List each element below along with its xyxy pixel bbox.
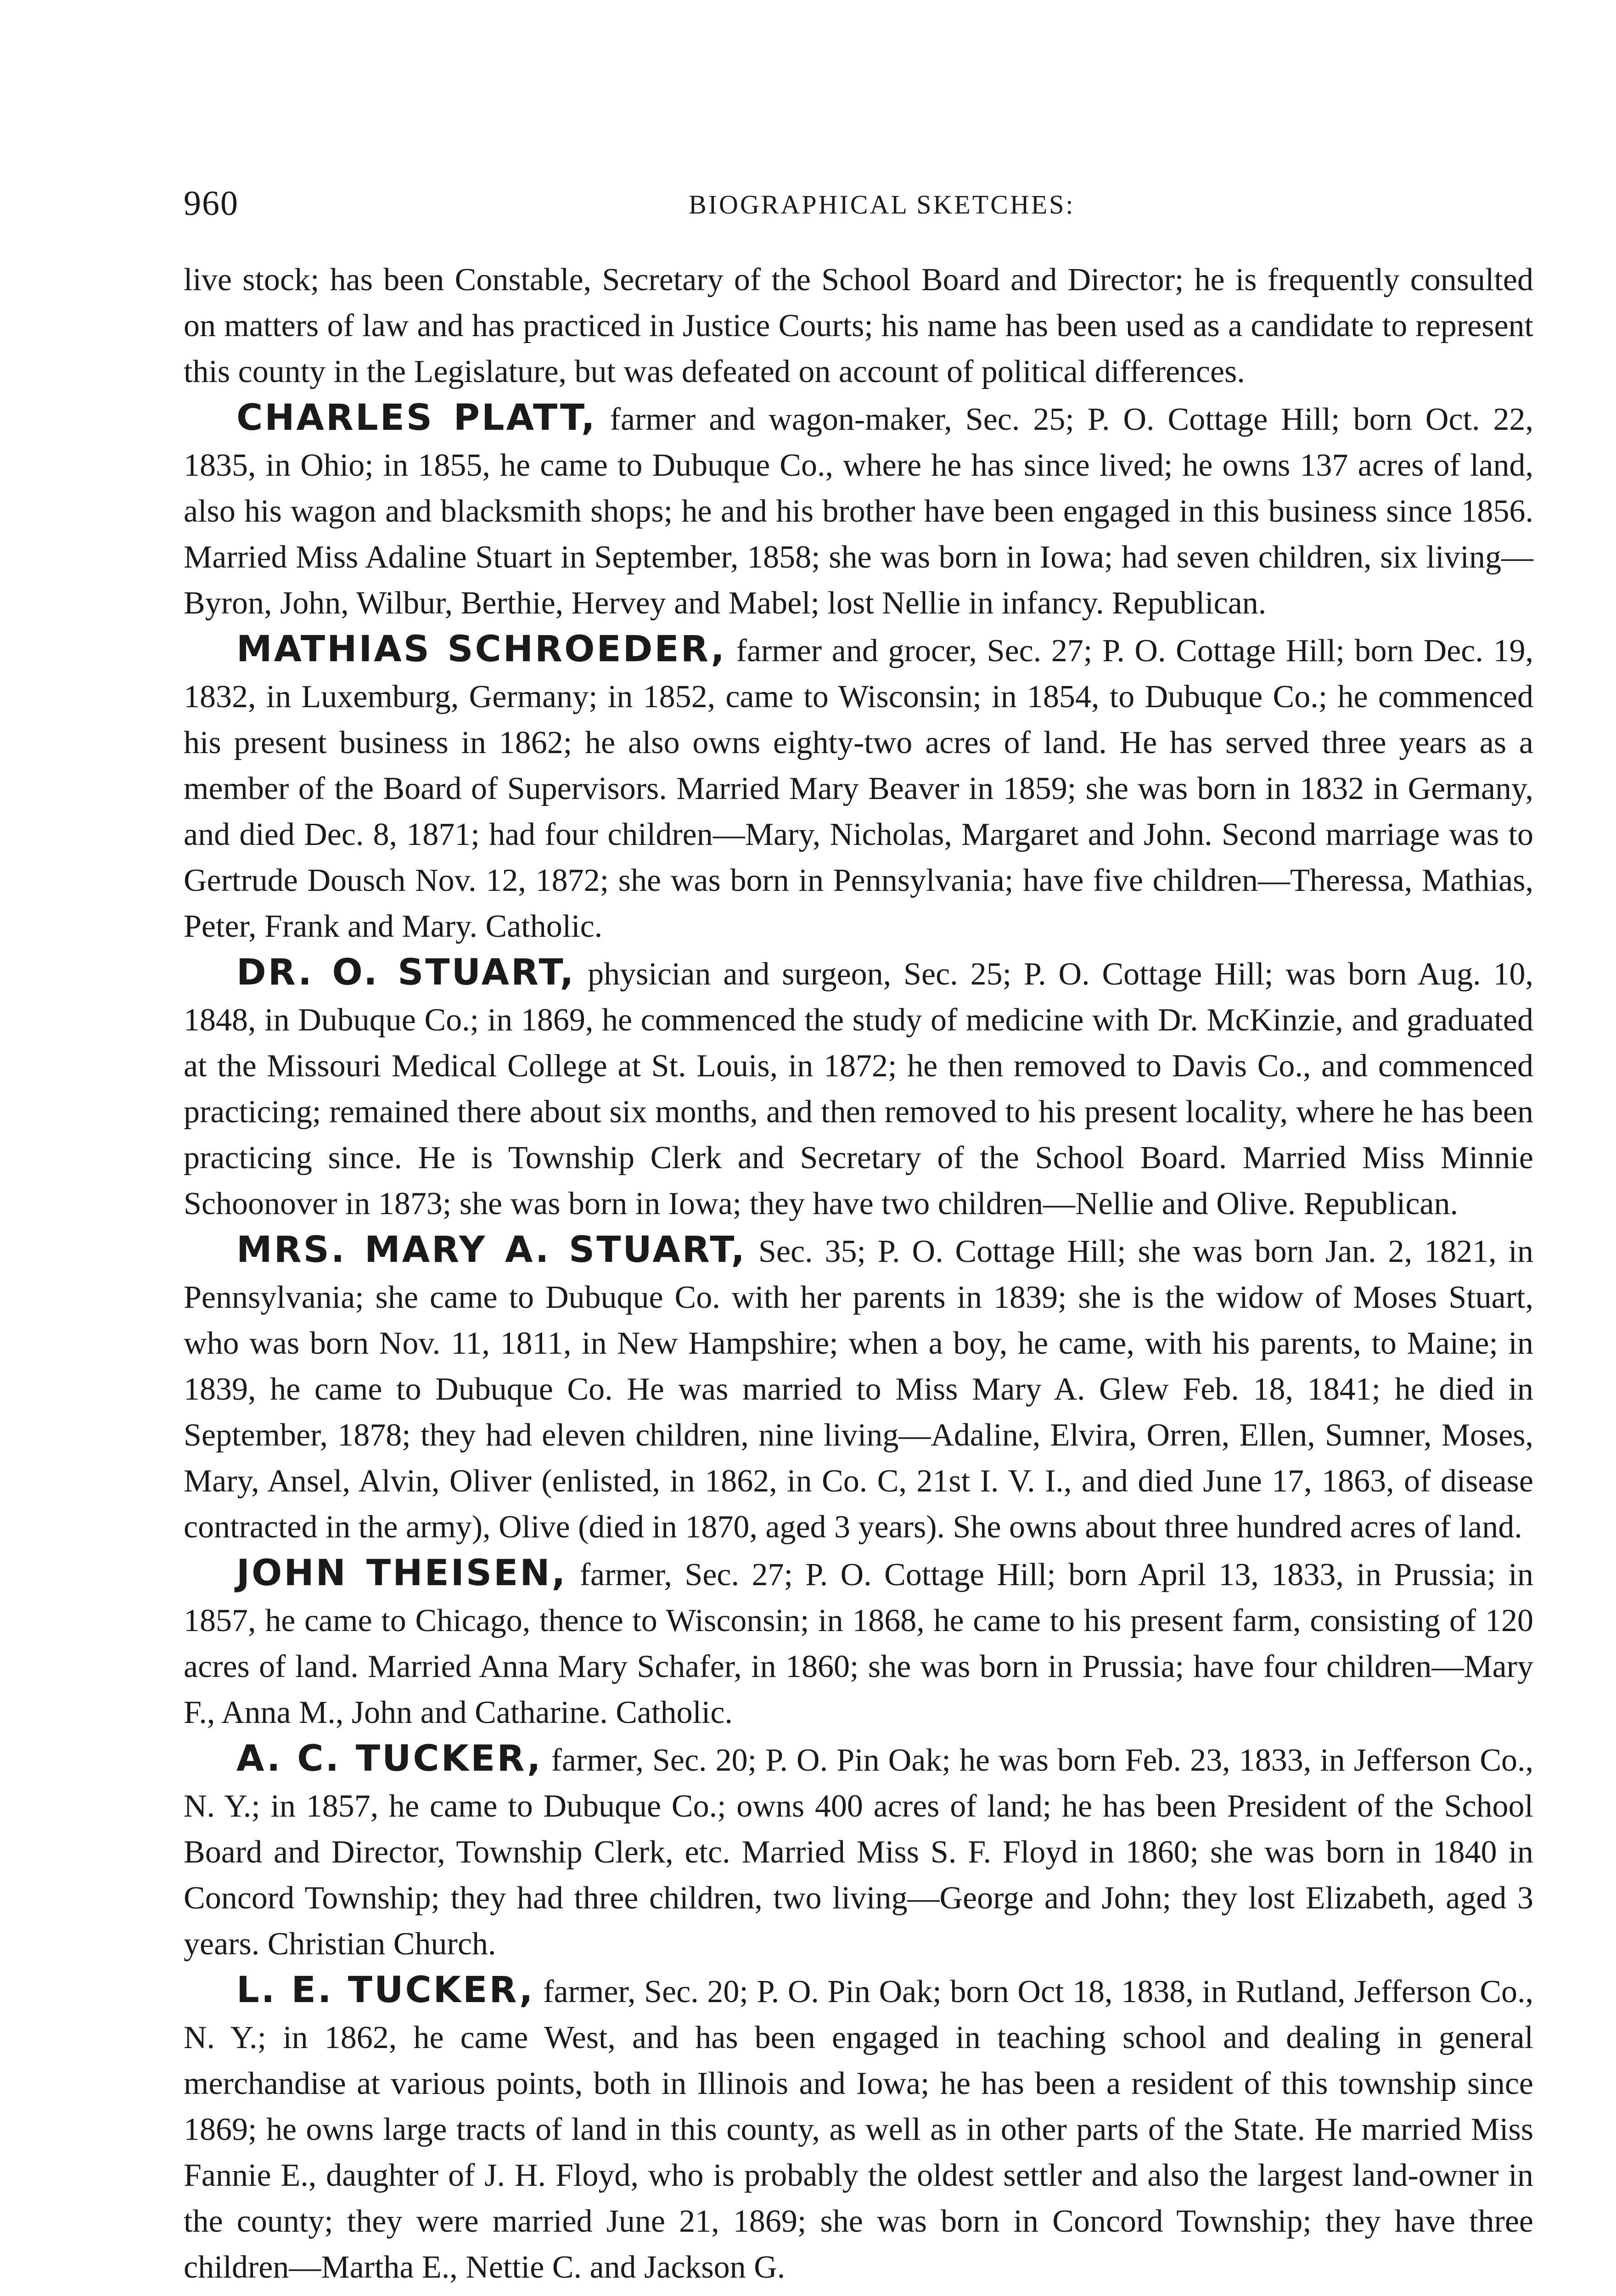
continuation-paragraph: live stock; has been Constable, Secretary of the School Board and Director; he is frequently consulted on matters of law and has practiced in Justice Courts; his name has been used as a candidate to represent this county in the Legislature, but was defeated on account of political differences. [184,262,1533,389]
page-number: 960 [184,184,239,223]
entry-dr-o-stuart [184,950,1533,1227]
entry-name: A. C. TUCKER, [236,1738,543,1779]
page-header [184,184,1533,239]
entry-name: DR. O. STUART, [236,952,576,993]
entry-name: MATHIAS SCHROEDER, [236,629,726,670]
entry-mrs-mary-a-stuart [184,1227,1533,1550]
entry-text: farmer, Sec. 20; P. O. Pin Oak; he was born Feb. 23, 1833, in Jefferson Co., N. Y.; in 1857, he came to Dubuque Co.; owns 400 acres of land; he has been President of the School Board and Director, Township Clerk, etc. Married Miss S. F. Floyd in 1860; she was born in 1840 in Concord Township; they had three children, two living—George and John; they lost Elizabeth, aged 3 years. Christian Church. [184,1743,1534,1962]
entry-l-e-tucker [184,1967,1533,2290]
entry-name: CHARLES PLATT, [236,397,597,439]
entry-mathias-schroeder [184,626,1533,950]
entry-text: farmer and grocer, Sec. 27; P. O. Cottage Hill; born Dec. 19, 1832, in Luxemburg, Germany; in 1852, came to Wisconsin; in 1854, to Dubuque Co.; he commenced his present business in 1862; he also owns eighty-two acres of land. He has served three years as a member of the Board of Supervisors. Married Mary Beaver in 1859; she was born in 1832 in Germany, and died Dec. 8, 1871; had four children—Mary, Nicholas, Margaret and John. Second marriage was to Gertrude Dousch Nov. 12, 1872; she was born in Pennsylvania; have five children—Theressa, Mathias, Peter, Frank and Mary. Catholic. [184,633,1534,944]
entry-charles-platt [184,395,1533,626]
sketches-text [184,257,1533,2290]
entry-text: physician and surgeon, Sec. 25; P. O. Cottage Hill; was born Aug. 10, 1848, in Dubuque Co.; in 1869, he commenced the study of medicine with Dr. McKinzie, and graduated at the Missouri Medical College at St. Louis, in 1872; he then removed to Davis Co., and commenced practicing; remained there about six months, and then removed to his present locality, where he has been practicing since. He is Township Clerk and Secretary of the School Board. Married Miss Minnie Schoonover in 1873; she was born in Iowa; they have two children—Nellie and Olive. Republican. [184,957,1533,1221]
entry-name: JOHN THEISEN, [236,1553,567,1594]
entry-text: Sec. 35; P. O. Cottage Hill; she was born Jan. 2, 1821, in Pennsylvania; she came to Dubuque Co. with her parents in 1839; she is the widow of Moses Stuart, who was born Nov. 11, 1811, in New Hampshire; when a boy, he came, with his parents, to Maine; in 1839, he came to Dubuque Co. He was married to Miss Mary A. Glew Feb. 18, 1841; he died in September, 1878; they had eleven children, nine living—Adaline, Elvira, Orren, Ellen, Sumner, Moses, Mary, Ansel, Alvin, Oliver (enlisted, in 1862, in Co. C, 21st I. V. I., and died June 17, 1863, of disease contracted in the army), Olive (died in 1870, aged 3 years). She owns about three hundred acres of land. [184,1234,1533,1545]
entry-text: farmer, Sec. 20; P. O. Pin Oak; born Oct 18, 1838, in Rutland, Jefferson Co., N. Y.; in 1862, he came West, and has been engaged in teaching school and dealing in general merchandise at various points, both in Illinois and Iowa; he has been a resident of this township since 1869; he owns large tracts of land in this county, as well as in other parts of the State. He married Miss Fannie E., daughter of J. H. Floyd, who is probably the oldest settler and also the largest land-owner in the county; they were married June 21, 1869; she was born in Concord Township; they have three children—Martha E., Nettie C. and Jackson G. [184,1974,1533,2285]
entry-name: L. E. TUCKER, [236,1970,535,2011]
running-head: BIOGRAPHICAL SKETCHES: [689,190,1075,219]
entry-a-c-tucker [184,1736,1533,1967]
entry-text: farmer, Sec. 27; P. O. Cottage Hill; born April 13, 1833, in Prussia; in 1857, he came to Chicago, thence to Wisconsin; in 1868, he came to his present farm, consisting of 120 acres of land. Married Anna Mary Schafer, in 1860; she was born in Prussia; have four children—Mary F., Anna M., John and Catharine. Catholic. [184,1557,1533,1730]
entry-name: MRS. MARY A. STUART, [236,1229,746,1271]
entry-text: farmer and wagon-maker, Sec. 25; P. O. Cottage Hill; born Oct. 22, 1835, in Ohio; in 1855, he came to Dubuque Co., where he has since lived; he owns 137 acres of land, also his wagon and blacksmith shops; he and his brother have been engaged in this business since 1856. Married Miss Adaline Stuart in September, 1858; she was born in Iowa; had seven children, six living—Byron, John, Wilbur, Berthie, Hervey and Mabel; lost Nellie in infancy. Republican. [184,402,1533,621]
entry-john-theisen [184,1550,1533,1736]
